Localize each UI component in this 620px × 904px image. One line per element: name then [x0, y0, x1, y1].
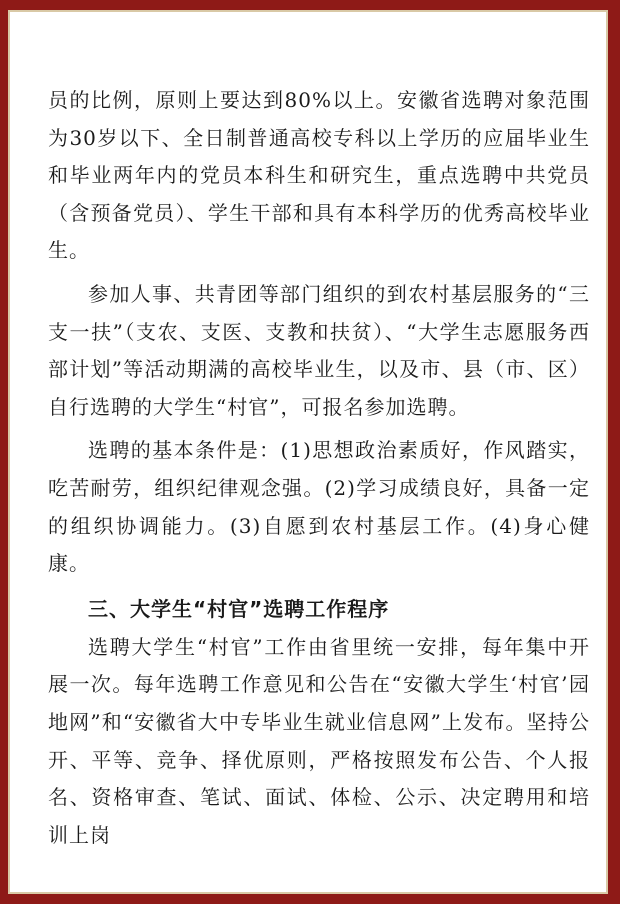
section-heading: 三、大学生“村官”选聘工作程序 [88, 596, 390, 621]
paragraph-basic-conditions: 选聘的基本条件是：(1)思想政治素质好，作风踏实，吃苦耐劳，组织纪律观念强。(2)学习成绩良好，具备一定的组织协调能力。(3)自愿到农村基层工作。(4)身心健康。 [48, 438, 590, 576]
paragraph-eligibility: 参加人事、共青团等部门组织的到农村基层服务的“三支一扶”（支农、支医、支教和扶贫）、“大学生志愿服务西部计划”等活动期满的高校毕业生，以及市、县（市、区）自行选聘的大学生“村官”，可报名参加选聘。 [48, 281, 590, 419]
paragraph-procedure: 选聘大学生“村官”工作由省里统一安排，每年集中开展一次。每年选聘工作意见和公告在“安徽大学生‘村官’园地网”和“安徽省大中专毕业生就业信息网”上发布。坚持公开、平等、竞争、择优原则，严格按照发布公告、个人报名、资格审查、笔试、面试、体检、公示、决定聘用和培训上岗 [48, 634, 590, 847]
document-body [48, 82, 590, 860]
paragraph-continuation: 员的比例，原则上要达到80%以上。安徽省选聘对象范围为30岁以下、全日制普通高校专科以上学历的应届毕业生和毕业两年内的党员本科生和研究生，重点选聘中共党员（含预备党员）、学生干部和具有本科学历的优秀高校毕业生。 [48, 88, 590, 263]
page-frame [8, 10, 608, 894]
